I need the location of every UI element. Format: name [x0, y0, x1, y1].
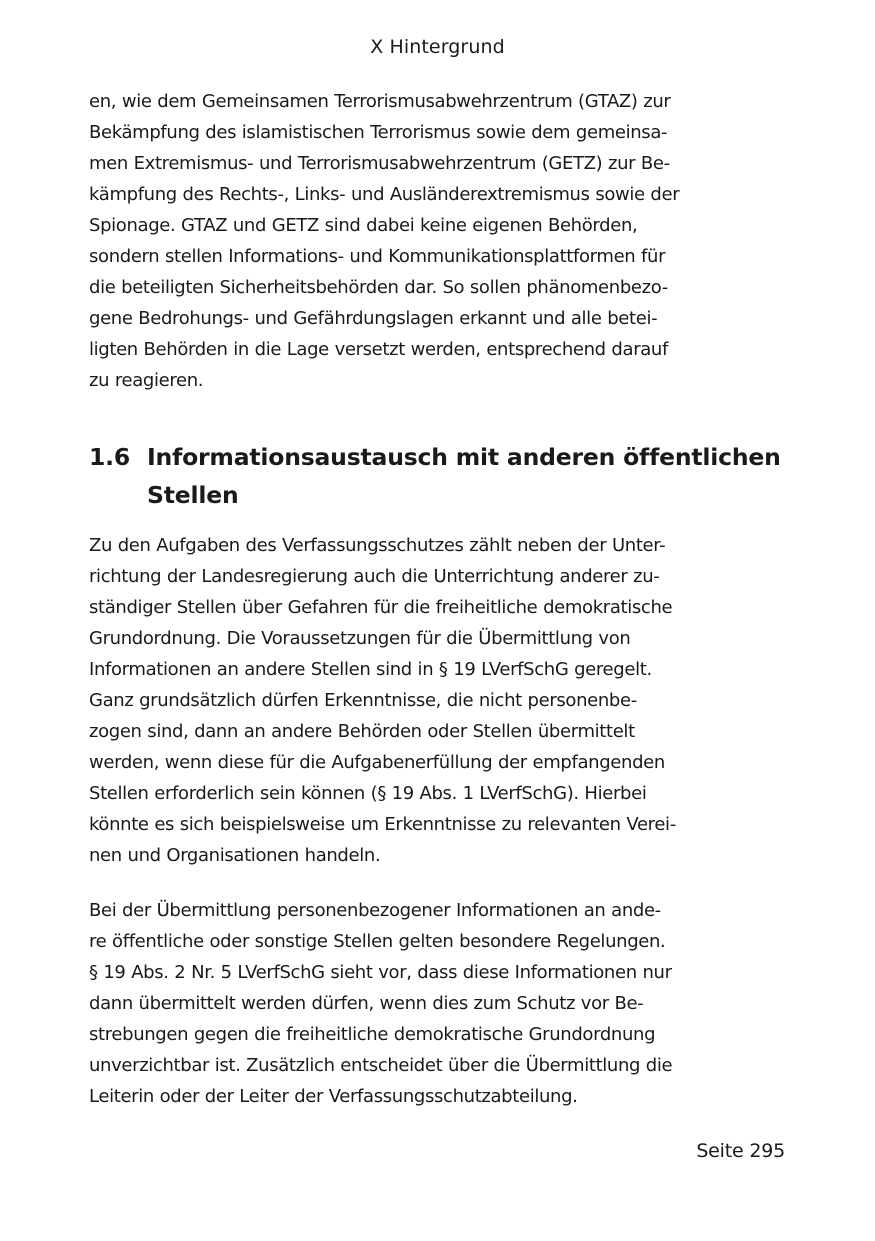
paragraph-line: Grundordnung. Die Voraussetzungen für die Übermittlung von — [89, 628, 631, 649]
page-number: Seite 295 — [696, 1140, 785, 1162]
paragraph-line: ständiger Stellen über Gefahren für die freiheitliche demokratische — [89, 597, 673, 618]
running-header: X Hintergrund — [370, 36, 505, 58]
paragraph-line: könnte es sich beispielsweise um Erkenntnisse zu relevanten Verei- — [89, 814, 676, 835]
paragraph-aufgaben — [89, 530, 729, 871]
paragraph-line: Leiterin oder der Leiter der Verfassungsschutzabteilung. — [89, 1086, 578, 1107]
section-title-line: Informationsaustausch mit anderen öffentlichen — [147, 443, 781, 471]
paragraph-line: zogen sind, dann an andere Behörden oder Stellen übermittelt — [89, 721, 635, 742]
section-number: 1.6 — [89, 443, 131, 471]
paragraph-line: gene Bedrohungs- und Gefährdungslagen erkannt und alle betei- — [89, 308, 658, 329]
section-title-line: Stellen — [147, 481, 239, 509]
paragraph-gtaz-getz — [89, 86, 729, 396]
paragraph-line: nen und Organisationen handeln. — [89, 845, 381, 866]
paragraph-line: werden, wenn diese für die Aufgabenerfüllung der empfangenden — [89, 752, 665, 773]
paragraph-line: sondern stellen Informations- und Kommunikationsplattformen für — [89, 246, 666, 267]
paragraph-line: Bekämpfung des islamistischen Terrorismus sowie dem gemeinsa- — [89, 122, 668, 143]
paragraph-line: § 19 Abs. 2 Nr. 5 LVerfSchG sieht vor, dass diese Informationen nur — [89, 962, 672, 983]
paragraph-line: dann übermittelt werden dürfen, wenn dies zum Schutz vor Be- — [89, 993, 644, 1014]
paragraph-line: Informationen an andere Stellen sind in § 19 LVerfSchG geregelt. — [89, 659, 652, 680]
paragraph-line: ligten Behörden in die Lage versetzt werden, entsprechend darauf — [89, 339, 668, 360]
paragraph-line: die beteiligten Sicherheitsbehörden dar. So sollen phänomenbezo- — [89, 277, 668, 298]
paragraph-line: Bei der Übermittlung personenbezogener Informationen an ande- — [89, 900, 661, 921]
paragraph-line: kämpfung des Rechts-, Links- und Ausländerextremismus sowie der — [89, 184, 680, 205]
paragraph-line: strebungen gegen die freiheitliche demokratische Grundordnung — [89, 1024, 656, 1045]
section-heading — [89, 438, 781, 514]
paragraph-line: richtung der Landesregierung auch die Unterrichtung anderer zu- — [89, 566, 660, 587]
paragraph-line: Spionage. GTAZ und GETZ sind dabei keine eigenen Behörden, — [89, 215, 638, 236]
section-title — [147, 438, 781, 514]
page-body — [89, 86, 781, 1112]
paragraph-line: zu reagieren. — [89, 370, 204, 391]
paragraph-line: Zu den Aufgaben des Verfassungsschutzes zählt neben der Unter- — [89, 535, 666, 556]
paragraph-line: Ganz grundsätzlich dürfen Erkenntnisse, die nicht personenbe- — [89, 690, 637, 711]
paragraph-personenbezogen — [89, 895, 729, 1112]
paragraph-line: unverzichtbar ist. Zusätzlich entscheidet über die Übermittlung die — [89, 1055, 673, 1076]
paragraph-line: Stellen erforderlich sein können (§ 19 Abs. 1 LVerfSchG). Hierbei — [89, 783, 647, 804]
paragraph-line: men Extremismus- und Terrorismusabwehrzentrum (GETZ) zur Be- — [89, 153, 670, 174]
paragraph-line: re öffentliche oder sonstige Stellen gelten besondere Regelungen. — [89, 931, 666, 952]
paragraph-line: en, wie dem Gemeinsamen Terrorismusabwehrzentrum (GTAZ) zur — [89, 91, 671, 112]
